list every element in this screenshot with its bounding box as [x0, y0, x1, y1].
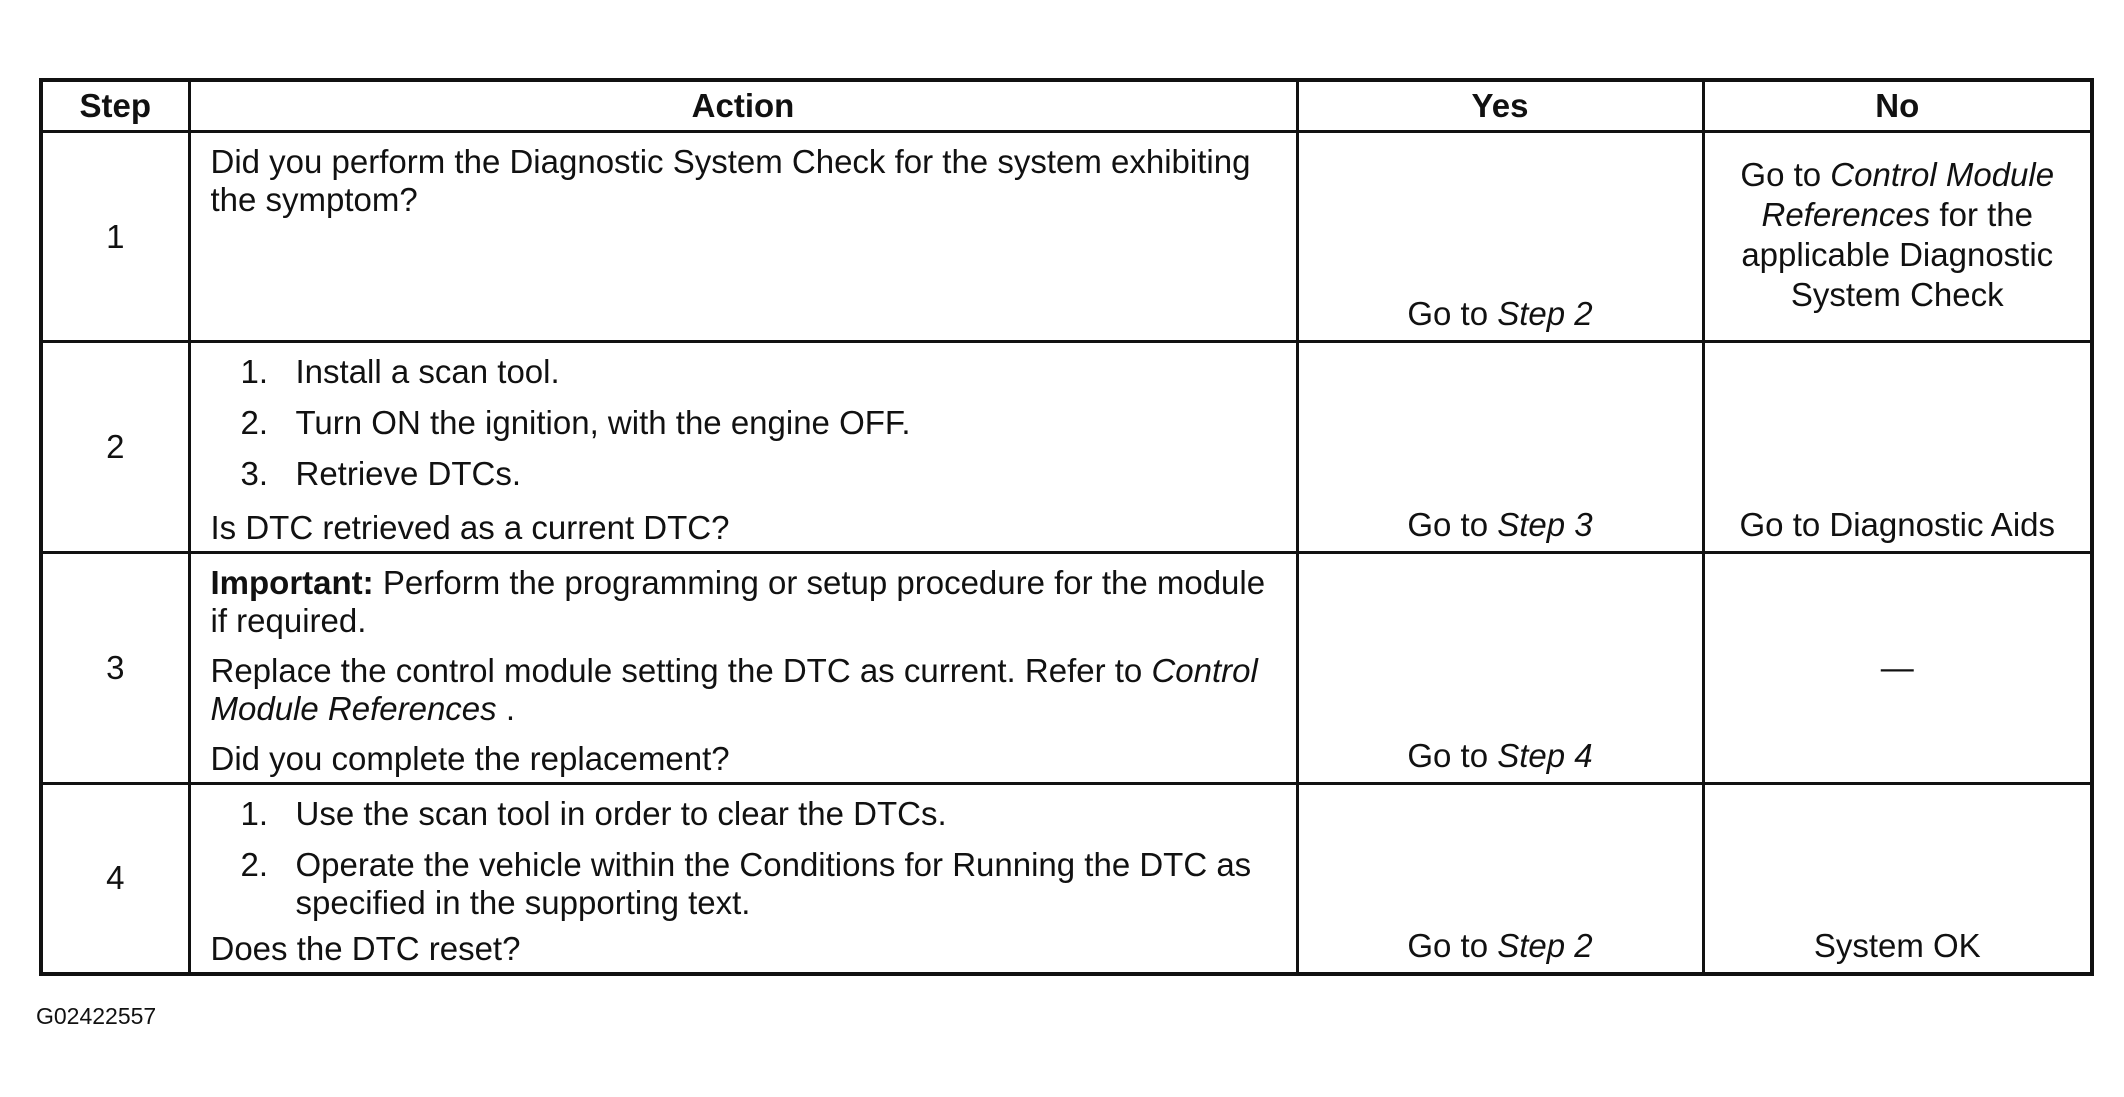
replace-end: .: [496, 690, 515, 727]
header-row: [41, 80, 2092, 132]
question-text: Did you complete the replacement?: [210, 740, 730, 777]
item-text: Turn ON the ignition, with the engine OFF.: [295, 404, 911, 441]
no-cell: [1703, 553, 2092, 784]
yes-result: [1299, 294, 1702, 334]
list-item: [211, 404, 1276, 442]
no-prefix: Go to: [1740, 156, 1831, 193]
item-text: Retrieve DTCs.: [295, 455, 522, 492]
question-text: Did you perform the Diagnostic System Check for the system exhibiting the symptom?: [210, 143, 1251, 218]
yes-cell: [1297, 342, 1703, 553]
header-no: No: [1703, 80, 2092, 132]
question-text: Does the DTC reset?: [210, 929, 521, 967]
no-suffix: for the applicable Diagnostic System Check: [1741, 196, 2054, 313]
item-text: Operate the vehicle within the Conditions for Running the DTC as specified in the supporting text.: [295, 846, 1252, 921]
action-list: [211, 353, 1276, 493]
diagnostic-table: [39, 78, 2094, 976]
action-cell: [189, 132, 1297, 342]
item-number: 2.: [240, 846, 269, 883]
yes-cell: [1297, 784, 1703, 974]
item-number: 1.: [240, 353, 269, 390]
step-number: 4: [41, 784, 189, 974]
important-label: Important:: [210, 564, 374, 601]
yes-prefix: Go to: [1407, 506, 1498, 543]
replace-instruction: [211, 652, 1276, 728]
no-cell: [1703, 342, 2092, 553]
header-yes: Yes: [1297, 80, 1703, 132]
no-cell: [1703, 132, 2092, 342]
no-result: Go to Diagnostic Aids: [1739, 506, 2055, 543]
step-number: 3: [41, 553, 189, 784]
yes-result: [1299, 505, 1702, 545]
list-item: [211, 353, 1276, 391]
table-row: [41, 553, 2092, 784]
list-item: [211, 455, 1276, 493]
no-cell: [1703, 784, 2092, 974]
question-text: Is DTC retrieved as a current DTC?: [210, 509, 730, 546]
no-result: [1705, 155, 2091, 315]
item-number: 2.: [240, 404, 269, 441]
step-link[interactable]: Step 4: [1497, 737, 1593, 774]
reference-link[interactable]: Control Module References: [1761, 156, 2055, 233]
yes-cell: [1297, 553, 1703, 784]
important-note: [211, 564, 1276, 640]
step-number: 1: [41, 132, 189, 342]
step-link[interactable]: Step 2: [1497, 926, 1593, 964]
step-link[interactable]: Step 3: [1497, 506, 1593, 543]
yes-result: [1299, 736, 1702, 776]
yes-cell: [1297, 132, 1703, 342]
step-number: 2: [41, 342, 189, 553]
action-list: [211, 795, 1276, 922]
figure-id: G02422557: [36, 1003, 157, 1029]
no-result: —: [1880, 649, 1914, 686]
table-row: [41, 342, 2092, 553]
important-text: Perform the programming or setup procedure for the module if required.: [210, 564, 1266, 639]
item-number: 1.: [240, 795, 269, 832]
reference-link[interactable]: Control Module References: [210, 652, 1258, 727]
item-text: Use the scan tool in order to clear the DTCs.: [295, 795, 947, 832]
yes-prefix: Go to: [1407, 926, 1498, 964]
yes-result: [1299, 926, 1702, 966]
no-result: System OK: [1813, 926, 1981, 964]
action-cell: [189, 784, 1297, 974]
yes-prefix: Go to: [1407, 295, 1498, 332]
table-row: [41, 132, 2092, 342]
header-action: Action: [189, 80, 1297, 132]
item-number: 3.: [240, 455, 269, 492]
table-row: [41, 784, 2092, 974]
item-text: Install a scan tool.: [295, 353, 560, 390]
list-item: [211, 846, 1276, 922]
header-step: Step: [41, 80, 189, 132]
action-cell: [189, 342, 1297, 553]
replace-text: Replace the control module setting the DTC as current. Refer to: [210, 652, 1152, 689]
yes-prefix: Go to: [1407, 737, 1498, 774]
list-item: [211, 795, 1276, 833]
step-link[interactable]: Step 2: [1497, 295, 1593, 332]
action-cell: [189, 553, 1297, 784]
